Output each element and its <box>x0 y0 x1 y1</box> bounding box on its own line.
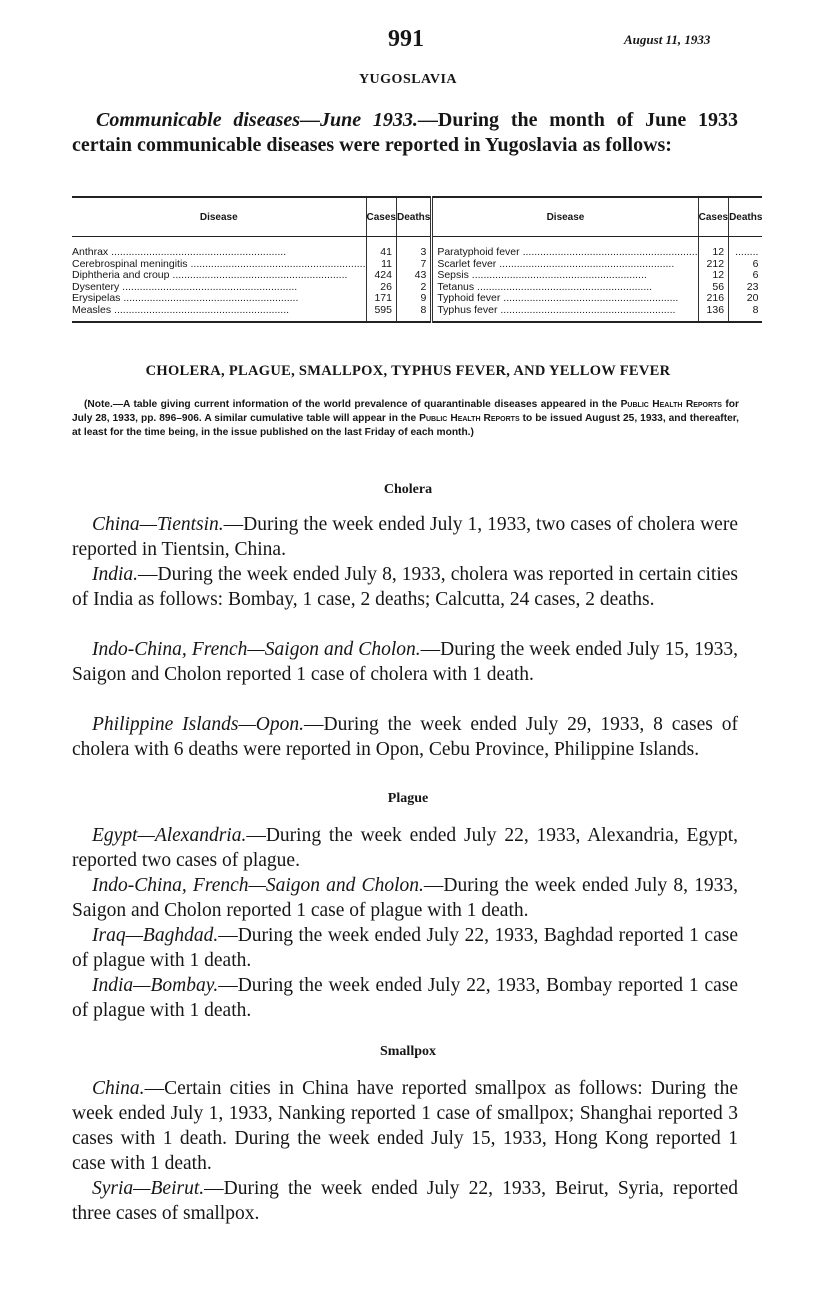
publication-name: Public Health Reports <box>419 413 520 425</box>
col-cases: Cases <box>366 197 396 237</box>
item-text: —During the week ended July 1, 1933, two cases of cholera were reported in Tientsin, China. <box>72 514 738 560</box>
intro-text: —During the month of June 1933 certain communicable diseases were reported in Yugoslavia as follows: <box>72 109 738 156</box>
cases-value: 26 <box>366 282 396 294</box>
cases-value: 171 <box>366 293 396 305</box>
item-lead: Syria—Beirut. <box>92 1178 205 1199</box>
intro-paragraph <box>72 108 738 158</box>
table-row <box>72 247 762 259</box>
plague-item <box>72 823 738 873</box>
disease-name: Measles ..... <box>72 305 366 317</box>
deaths-value: 7 <box>396 259 431 271</box>
deaths-value: 23 <box>729 282 763 294</box>
table-header-row <box>72 197 762 237</box>
item-text: —During the week ended July 22, 1933, Bombay reported 1 case of plague with 1 death. <box>72 975 738 1021</box>
disease-name: Typhoid fever ..... <box>433 293 697 305</box>
cholera-item <box>72 637 738 687</box>
cholera-item <box>72 712 738 762</box>
disease-name: Paratyphoid fever ..... <box>433 247 697 259</box>
disease-name: Anthrax ..... <box>72 247 366 259</box>
col-disease: Disease <box>72 197 366 237</box>
item-lead: Iraq—Baghdad. <box>92 925 219 946</box>
item-text: —Certain cities in China have reported smallpox as follows: During the week ended July 1, 1933, Nanking reported 1 case of smallpox; Shanghai reported 3 cases with 1 death. During the week ended July 15, 1933, Hong Kong reported 1 case with 1 death. <box>72 1078 738 1174</box>
item-lead: China—Tientsin. <box>92 514 224 535</box>
item-text: —During the week ended July 22, 1933, Beirut, Syria, reported three cases of smallpox. <box>72 1178 738 1224</box>
item-text: —During the week ended July 22, 1933, Baghdad reported 1 case of plague with 1 death. <box>72 925 738 971</box>
cases-value: 216 <box>698 293 728 305</box>
table-row <box>72 305 762 322</box>
page-number: 991 <box>388 26 424 52</box>
smallpox-item <box>72 1076 738 1176</box>
deaths-value: 20 <box>729 293 763 305</box>
disease-name: Dysentery ..... <box>72 282 366 294</box>
heading-plague: Plague <box>387 791 429 806</box>
deaths-value: 6 <box>729 259 763 271</box>
plague-item <box>72 873 738 923</box>
item-lead: Indo-China, French—Saigon and Cholon. <box>92 875 424 896</box>
disease-name: Erysipelas ..... <box>72 293 366 305</box>
disease-name: Diphtheria and croup ..... <box>72 270 366 282</box>
note-paragraph <box>72 398 739 441</box>
disease-name: Cerebrospinal meningitis ..... <box>72 259 366 271</box>
deaths-value: 8 <box>396 305 431 322</box>
cases-value: 56 <box>698 282 728 294</box>
disease-name: Typhus fever ..... <box>433 305 697 317</box>
item-lead: Indo-China, French—Saigon and Cholon. <box>92 639 421 660</box>
item-text: —During the week ended July 8, 1933, Saigon and Cholon reported 1 case of plague with 1 death. <box>72 875 738 921</box>
publication-name: Public Health Reports <box>620 399 722 410</box>
intro-lead: Communicable diseases—June 1933. <box>96 109 418 131</box>
deaths-value: 6 <box>729 270 763 282</box>
col-deaths: Deaths <box>396 197 431 237</box>
item-text: —During the week ended July 22, 1933, Alexandria, Egypt, reported two cases of plague. <box>72 825 738 871</box>
disease-table <box>72 196 762 323</box>
note-text-2: for July 28, 1933, pp. 896–906. A similar cumulative table will appear in the <box>72 399 739 425</box>
section-title-yugoslavia: YUGOSLAVIA <box>358 72 458 87</box>
cases-value: 11 <box>366 259 396 271</box>
table-row <box>72 270 762 282</box>
col-disease-2: Disease <box>432 197 698 237</box>
cases-value: 12 <box>698 247 728 259</box>
col-cases-2: Cases <box>698 197 728 237</box>
deaths-value: 9 <box>396 293 431 305</box>
deaths-value: 43 <box>396 270 431 282</box>
deaths-value: 2 <box>396 282 431 294</box>
cases-value: 212 <box>698 259 728 271</box>
col-deaths-2: Deaths <box>729 197 763 237</box>
deaths-value: 3 <box>396 247 431 259</box>
table-row <box>72 282 762 294</box>
heading-cholera: Cholera <box>383 482 433 497</box>
item-text: —During the week ended July 15, 1933, Saigon and Cholon reported 1 case of cholera with 1 death. <box>72 639 738 685</box>
cases-value: 595 <box>366 305 396 322</box>
issue-date: August 11, 1933 <box>624 32 711 47</box>
item-text: —During the week ended July 8, 1933, cholera was reported in certain cities of India as follows: Bombay, 1 case, 2 deaths; Calcutta, 24 cases, 2 deaths. <box>72 564 738 610</box>
cholera-item <box>72 512 738 562</box>
disease-name: Scarlet fever ..... <box>433 259 697 271</box>
deaths-value: ........ <box>729 247 763 259</box>
cases-value: 12 <box>698 270 728 282</box>
item-lead: China. <box>92 1078 145 1099</box>
plague-item <box>72 923 738 973</box>
heading-smallpox: Smallpox <box>379 1044 436 1059</box>
table-row <box>72 293 762 305</box>
item-lead: Egypt—Alexandria. <box>92 825 247 846</box>
note-text-3: to be issued August 25, 1933, and thereafter, at least for the time being, in the issue published on the last Friday of each month.) <box>72 413 739 439</box>
item-lead: Philippine Islands—Opon. <box>92 714 304 735</box>
plague-item <box>72 973 738 1023</box>
cases-value: 424 <box>366 270 396 282</box>
smallpox-item <box>72 1176 738 1226</box>
section-title-quarantinable: CHOLERA, PLAGUE, SMALLPOX, TYPHUS FEVER, AND YELLOW FEVER <box>145 363 671 379</box>
disease-name: Sepsis ..... <box>433 270 697 282</box>
cases-value: 136 <box>698 305 728 322</box>
note-text-1: (Note.—A table giving current information of the world prevalence of quarantinable diseases appeared in the <box>84 399 621 410</box>
cases-value: 41 <box>366 247 396 259</box>
item-text: —During the week ended July 29, 1933, 8 cases of cholera with 6 deaths were reported in Opon, Cebu Province, Philippine Islands. <box>72 714 738 760</box>
item-lead: India. <box>92 564 139 585</box>
deaths-value: 8 <box>729 305 763 322</box>
disease-name: Tetanus ..... <box>433 282 697 294</box>
cholera-item <box>72 562 738 612</box>
item-lead: India—Bombay. <box>92 975 219 996</box>
